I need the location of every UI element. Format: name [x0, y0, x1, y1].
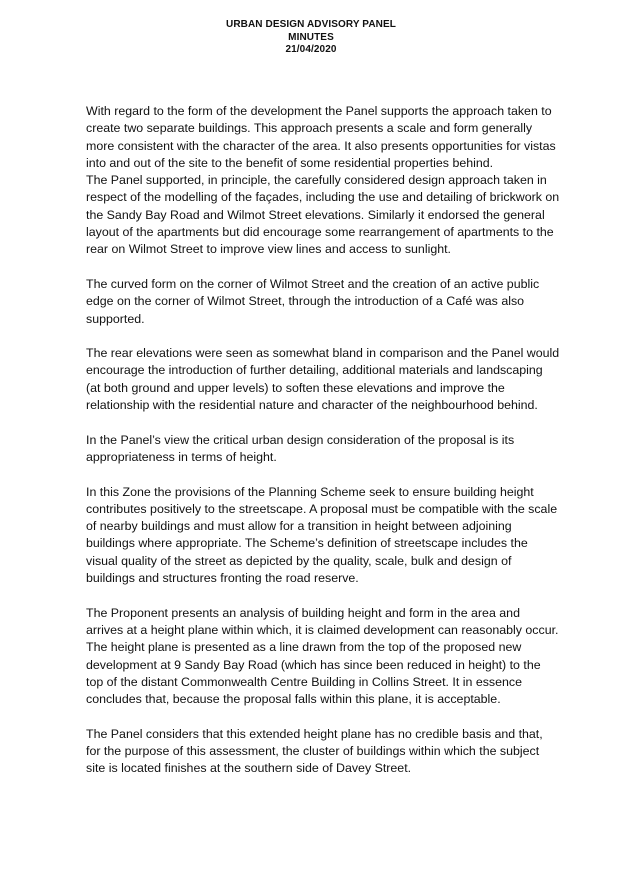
text-line: buildings and structures fronting the road reserve.	[86, 571, 359, 586]
text-line: visual quality of the street as depicted by the quality, scale, bulk and design of	[86, 553, 512, 568]
paragraph-gap	[86, 259, 576, 276]
text-line: edge on the corner of Wilmot Street, through the introduction of a Café was also	[86, 294, 525, 309]
text-line: site is located finishes at the southern side of Davey Street.	[86, 761, 412, 776]
text-line: concludes that, because the proposal falls within this plane, it is acceptable.	[86, 692, 501, 707]
paragraph-gap	[86, 466, 576, 483]
paragraph-gap	[86, 328, 576, 345]
text-line: top of the distant Commonwealth Centre Building in Collins Street. It in essence	[86, 674, 522, 689]
text-line: In the Panel’s view the critical urban design consideration of the proposal is its	[86, 432, 515, 447]
text-line: development at 9 Sandy Bay Road (which has since been reduced in height) to the	[86, 657, 541, 672]
document-header	[0, 19, 622, 57]
text-line: respect of the modelling of the façades, including the use and detailing of brickwork on	[86, 190, 560, 205]
paragraph	[86, 276, 576, 328]
text-line: into and out of the site to the benefit of some residential properties behind.	[86, 155, 494, 170]
paragraph	[86, 605, 576, 709]
text-line: appropriateness in terms of height.	[86, 449, 277, 464]
header-title: URBAN DESIGN ADVISORY PANEL	[226, 19, 396, 30]
text-line: relationship with the residential nature and character of the neighbourhood behind.	[86, 398, 538, 413]
paragraph	[86, 345, 576, 414]
text-line: encourage the introduction of further detailing, additional materials and landscaping	[86, 363, 543, 378]
header-date: 21/04/2020	[285, 44, 337, 55]
paragraph-gap	[86, 708, 576, 725]
text-line: buildings where appropriate. The Scheme’s definition of streetscape includes the	[86, 536, 528, 551]
text-line: (at both ground and upper levels) to soften these elevations and improve the	[86, 380, 505, 395]
text-line: of nearby buildings and must allow for a transition in height between adjoining	[86, 519, 512, 534]
text-line: The height plane is presented as a line drawn from the top of the proposed new	[86, 640, 522, 655]
paragraph	[86, 726, 576, 778]
paragraph	[86, 172, 576, 258]
text-line: With regard to the form of the development the Panel supports the approach taken to	[86, 104, 552, 118]
paragraph-gap	[86, 587, 576, 604]
text-line: arrives at a height plane within which, it is claimed development can reasonably occur.	[86, 622, 559, 637]
text-line: The Panel supported, in principle, the carefully considered design approach taken in	[86, 173, 547, 188]
text-line: more consistent with the character of the area. It also presents opportunities for vistas	[86, 138, 556, 153]
text-line: create two separate buildings. This approach presents a scale and form generally	[86, 121, 533, 136]
text-line: contributes positively to the streetscape. A proposal must be compatible with the scale	[86, 501, 558, 516]
text-line: In this Zone the provisions of the Planning Scheme seek to ensure building height	[86, 484, 534, 499]
paragraph	[86, 484, 576, 588]
text-line: The rear elevations were seen as somewhat bland in comparison and the Panel would	[86, 346, 560, 361]
text-line: rear on Wilmot Street to improve view lines and access to sunlight.	[86, 242, 451, 257]
text-line: the Sandy Bay Road and Wilmot Street elevations. Similarly it endorsed the general	[86, 207, 545, 222]
text-line: supported.	[86, 311, 145, 326]
paragraph	[86, 103, 576, 172]
paragraph-gap	[86, 414, 576, 431]
text-line: The Panel considers that this extended height plane has no credible basis and that,	[86, 726, 543, 741]
text-line: The Proponent presents an analysis of building height and form in the area and	[86, 605, 520, 620]
document-body	[86, 103, 576, 778]
paragraph	[86, 432, 576, 467]
text-line: The curved form on the corner of Wilmot Street and the creation of an active public	[86, 276, 540, 291]
text-line: layout of the apartments but did encourage some rearrangement of apartments to the	[86, 225, 554, 240]
text-line: for the purpose of this assessment, the cluster of buildings within which the subject	[86, 743, 540, 758]
header-subtitle: MINUTES	[288, 31, 334, 43]
